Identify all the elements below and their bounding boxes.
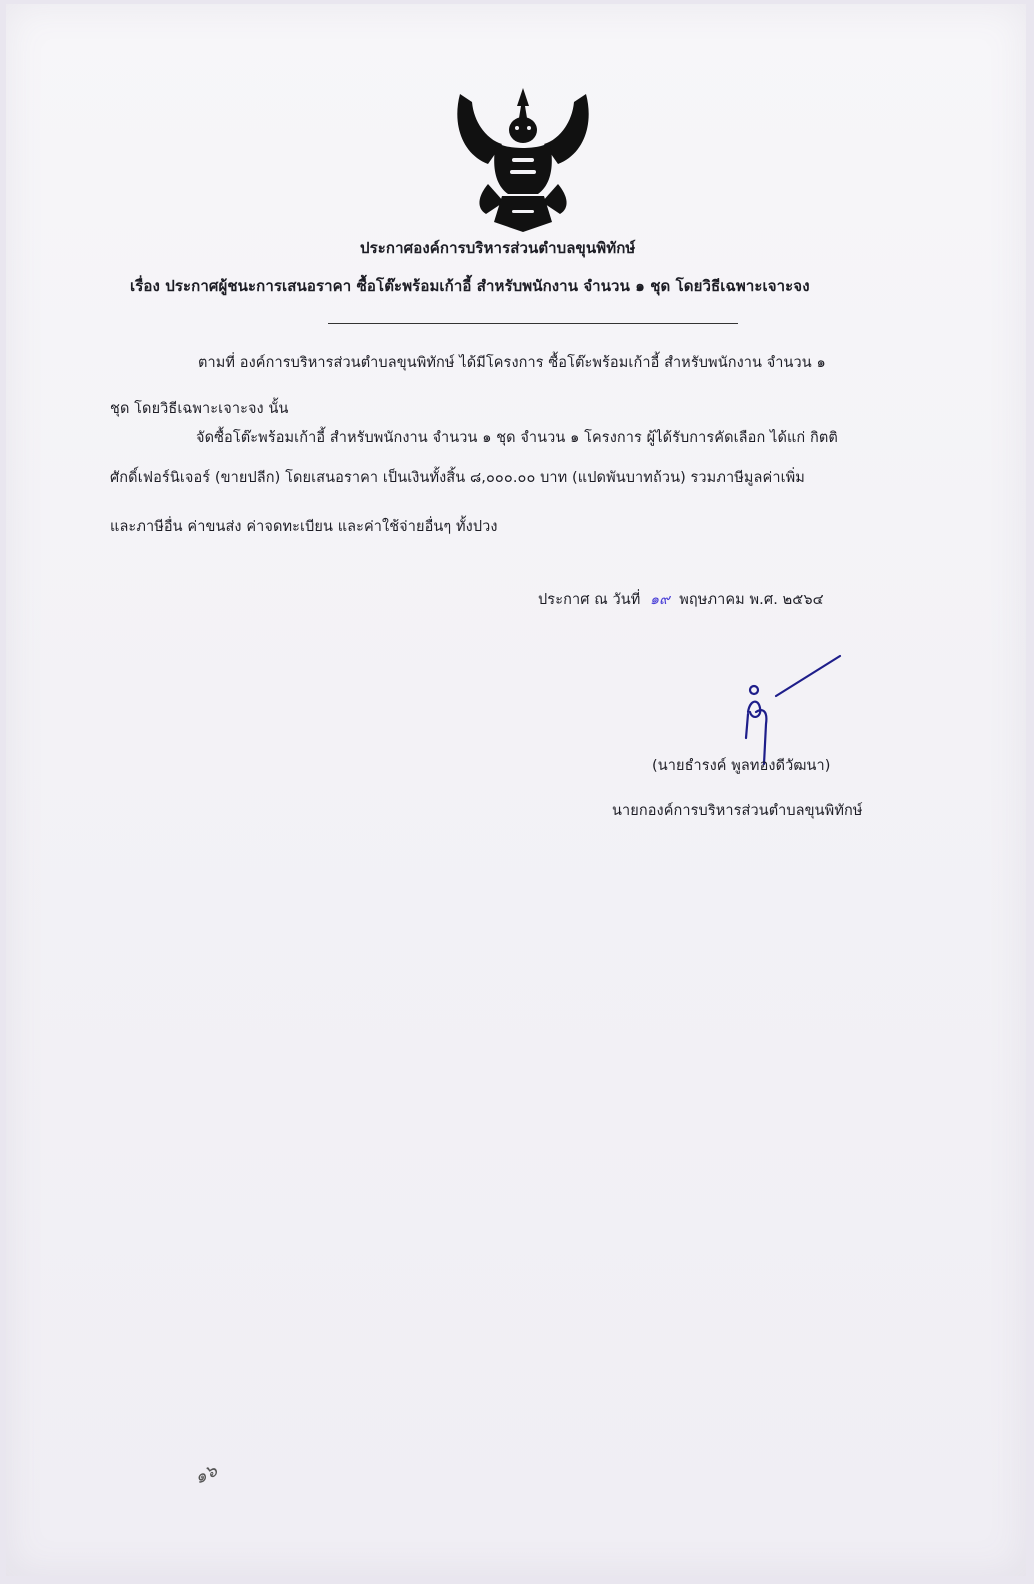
- announcement-date: [538, 588, 824, 611]
- paragraph-2-line-3: และภาษีอื่น ค่าขนส่ง ค่าจดทะเบียน และค่าใช้จ่ายอื่นๆ ทั้งปวง: [110, 519, 498, 535]
- garuda-emblem-icon: [452, 84, 594, 234]
- document-page: [6, 4, 1026, 1576]
- agency-title: ประกาศองค์การบริหารส่วนตำบลขุนพิทักษ์: [360, 239, 636, 257]
- paragraph-2-line-1: จัดซื้อโต๊ะพร้อมเก้าอี้ สำหรับพนักงาน จำนวน ๑ ชุด จำนวน ๑ โครงการ ผู้ได้รับการคัดเลือก ได้แก่ กิตติ: [196, 430, 838, 446]
- paragraph-1-line-2: ชุด โดยวิธีเฉพาะเจาะจง นั้น: [110, 401, 289, 417]
- title-divider: [328, 323, 738, 324]
- signatory-name: (นายธำรงค์ พูลทองดีวัฒนา): [652, 758, 831, 774]
- signatory-position: นายกองค์การบริหารส่วนตำบลขุนพิทักษ์: [612, 803, 863, 819]
- announcement-day: ๑๙: [649, 592, 670, 608]
- margin-handwritten-note: ๑๖: [191, 1460, 221, 1489]
- subject-line: เรื่อง ประกาศผู้ชนะการเสนอราคา ซื้อโต๊ะพร้อมเก้าอี้ สำหรับพนักงาน จำนวน ๑ ชุด โดยวิธีเฉพาะเจาะจง: [130, 277, 810, 295]
- paragraph-2-line-2: ศักดิ์เฟอร์นิเจอร์ (ขายปลีก) โดยเสนอราคา เป็นเงินทั้งสิ้น ๘,๐๐๐.๐๐ บาท (แปดพันบาทถ้วน) รวมภาษีมูลค่าเพิ่ม: [110, 470, 805, 486]
- paragraph-1-line-1: ตามที่ องค์การบริหารส่วนตำบลขุนพิทักษ์ ได้มีโครงการ ซื้อโต๊ะพร้อมเก้าอี้ สำหรับพนักงาน จำนวน ๑: [198, 355, 826, 371]
- announcement-month-year: พฤษภาคม พ.ศ. ๒๕๖๔: [679, 592, 824, 608]
- announcement-prefix: ประกาศ ณ วันที่: [538, 592, 641, 608]
